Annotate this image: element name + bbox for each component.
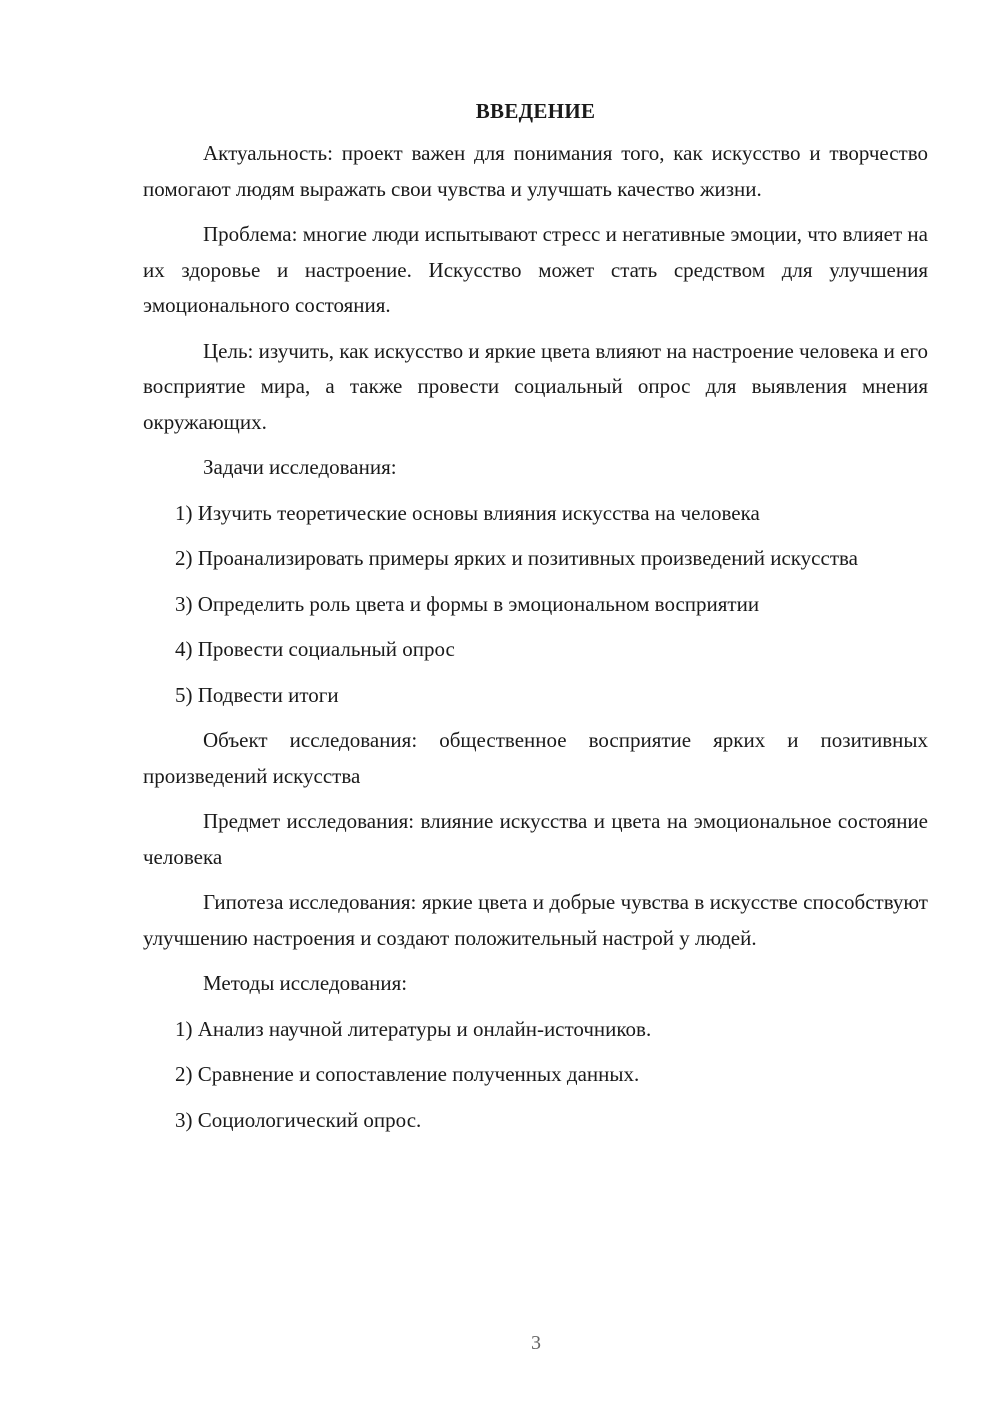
- object-paragraph: Объект исследования: общественное восприятие ярких и позитивных произведений искусства: [143, 728, 928, 788]
- method-item-1: 1) Анализ научной литературы и онлайн-источников.: [175, 1016, 652, 1041]
- page-number: 3: [531, 1332, 541, 1354]
- tasks-heading: Задачи исследования:: [203, 455, 397, 479]
- goal-paragraph: Цель: изучить, как искусство и яркие цвета влияют на настроение человека и его восприятие мира, а также провести социальный опрос для выявления мнения окружающих.: [143, 338, 928, 434]
- relevance-paragraph: Актуальность: проект важен для понимания того, как искусство и творчество помогают людям выражать свои чувства и улучшать качество жизни.: [143, 141, 928, 201]
- problem-paragraph: Проблема: многие люди испытывают стресс и негативные эмоции, что влияет на их здоровье и настроение. Искусство может стать средством для улучшения эмоционального состояния.: [143, 222, 928, 317]
- hypothesis-paragraph: Гипотеза исследования: яркие цвета и добрые чувства в искусстве способствуют улучшению настроения и создают положительный настрой у людей.: [143, 890, 928, 950]
- task-item-4: 4) Провести социальный опрос: [175, 637, 455, 661]
- subject-paragraph: Предмет исследования: влияние искусства и цвета на эмоциональное состояние человека: [143, 809, 928, 869]
- task-item-2: 2) Проанализировать примеры ярких и позитивных произведений искусства: [175, 546, 858, 570]
- method-item-2: 2) Сравнение и сопоставление полученных данных.: [175, 1062, 640, 1086]
- page-content: [143, 94, 928, 1148]
- task-item-3: 3) Определить роль цвета и формы в эмоциональном восприятии: [175, 591, 760, 616]
- task-item-5: 5) Подвести итоги: [175, 682, 339, 707]
- section-title: ВВЕДЕНИЕ: [475, 99, 596, 123]
- task-item-1: 1) Изучить теоретические основы влияния искусства на человека: [175, 500, 760, 525]
- methods-heading: Методы исследования:: [203, 971, 408, 995]
- method-item-3: 3) Социологический опрос.: [175, 1107, 422, 1132]
